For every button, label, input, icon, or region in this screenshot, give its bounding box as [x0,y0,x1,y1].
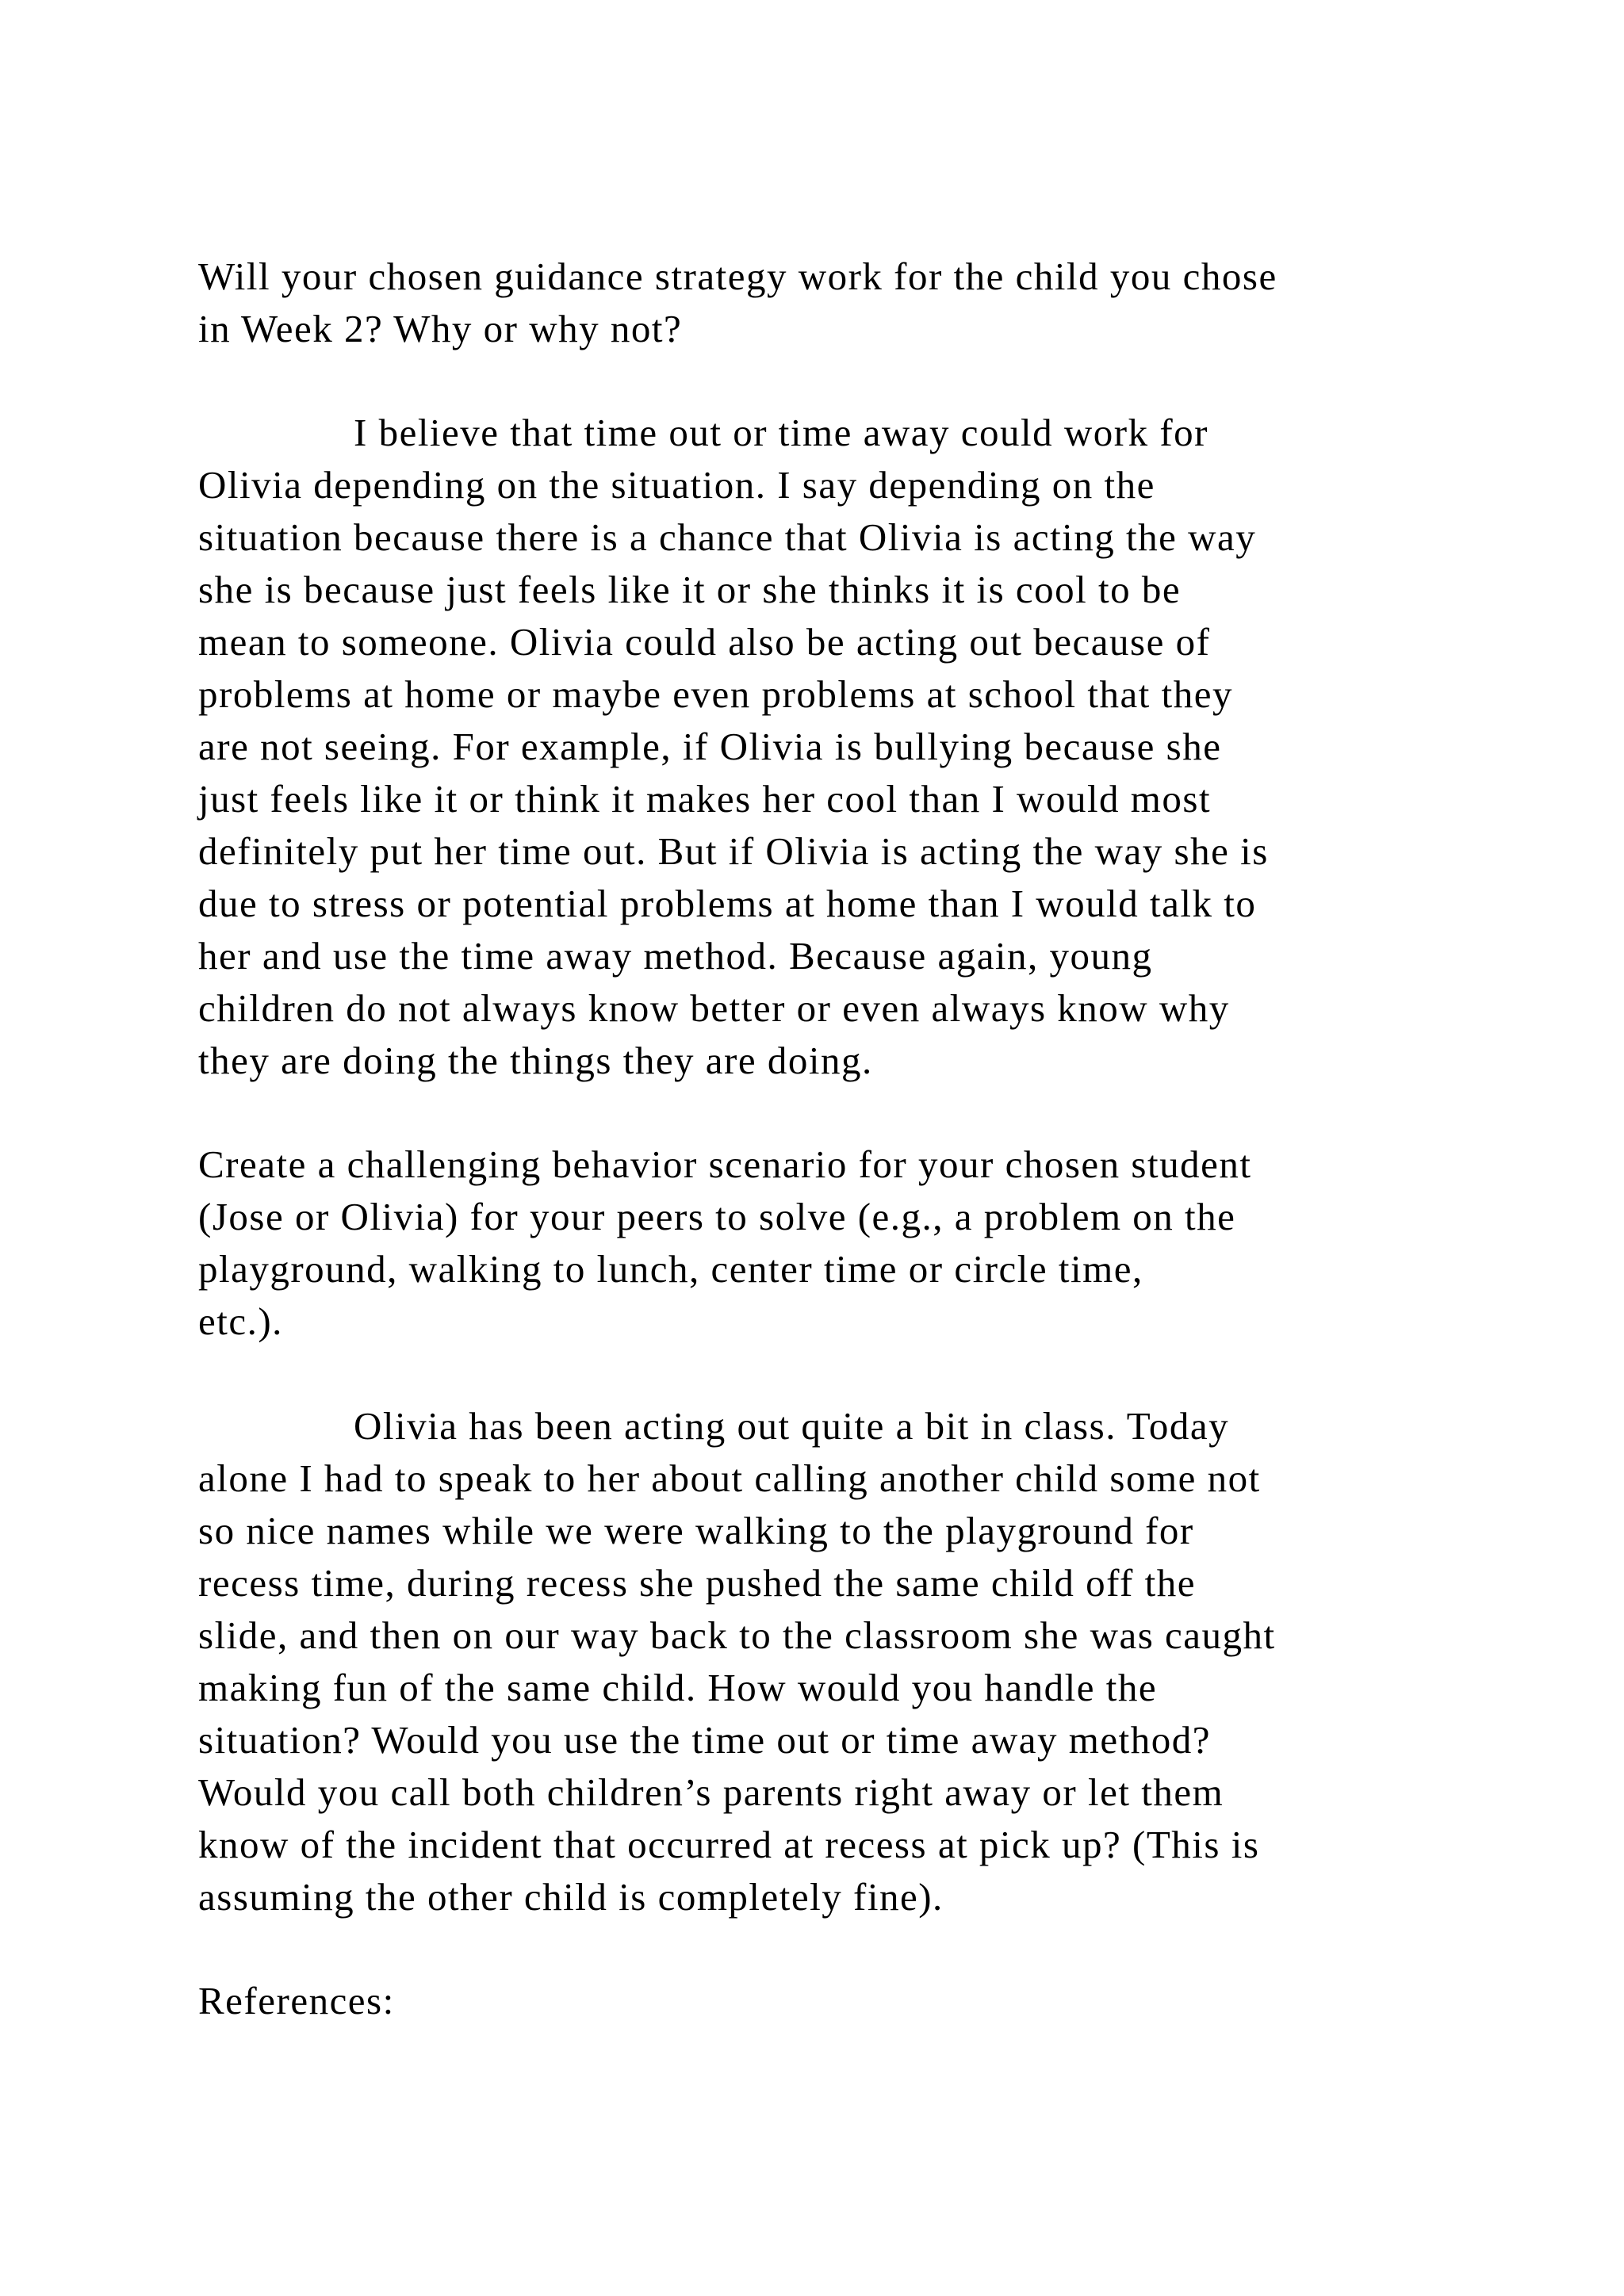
answer-1-line-1: I believe that time out or time away could work for [354,411,1208,454]
answer-2-line-5: slide, and then on our way back to the classroom she was caught [198,1613,1276,1657]
answer-1-line-12: children do not always know better or even always know why [198,986,1230,1030]
answer-2-line-1: Olivia has been acting out quite a bit in class. Today [354,1404,1230,1448]
answer-2-line-3: so nice names while we were walking to the playground for [198,1509,1194,1552]
answer-1-line-5: mean to someone. Olivia could also be acting out because of [198,620,1211,664]
question-2-line-3: playground, walking to lunch, center time or circle time, [198,1247,1143,1291]
answer-1-line-8: just feels like it or think it makes her cool than I would most [198,777,1212,821]
answer-2-line-9: know of the incident that occurred at recess at pick up? (This is [198,1823,1260,1866]
answer-1-line-13: they are doing the things they are doing. [198,1039,873,1082]
answer-2-line-8: Would you call both children’s parents right away or let them [198,1770,1224,1814]
answer-1-line-10: due to stress or potential problems at home than I would talk to [198,882,1257,925]
answer-2-line-6: making fun of the same child. How would you handle the [198,1666,1158,1709]
answer-1-line-6: problems at home or maybe even problems at school that they [198,672,1234,716]
answer-1-line-2: Olivia depending on the situation. I say depending on the [198,463,1155,507]
document-page [198,0,1507,2296]
answer-1-line-9: definitely put her time out. But if Olivia is acting the way she is [198,829,1269,873]
question-1-line-1: Will your chosen guidance strategy work for the child you chose [198,254,1277,298]
question-2-line-4: etc.). [198,1299,283,1343]
answer-2-line-2: alone I had to speak to her about calling another child some not [198,1456,1261,1500]
answer-2-line-4: recess time, during recess she pushed the same child off the [198,1561,1196,1605]
references-heading: References: [198,1979,395,2022]
answer-1-line-11: her and use the time away method. Because again, young [198,934,1153,978]
answer-1-line-3: situation because there is a chance that Olivia is acting the way [198,515,1257,559]
question-2-line-1: Create a challenging behavior scenario for your chosen student [198,1142,1252,1186]
answer-2-line-7: situation? Would you use the time out or time away method? [198,1718,1211,1762]
answer-2-line-10: assuming the other child is completely fine). [198,1875,944,1919]
question-2-line-2: (Jose or Olivia) for your peers to solve (e.g., a problem on the [198,1195,1236,1238]
answer-1-line-7: are not seeing. For example, if Olivia is bullying because she [198,725,1222,768]
question-1-line-2: in Week 2? Why or why not? [198,307,683,350]
answer-1-line-4: she is because just feels like it or she thinks it is cool to be [198,568,1182,611]
